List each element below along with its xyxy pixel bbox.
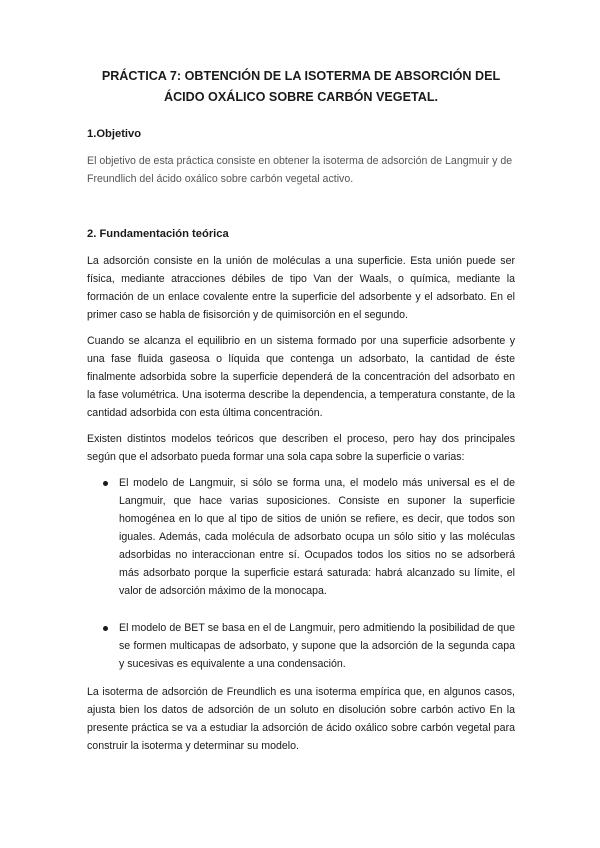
theory-paragraph: La adsorción consiste en la unión de moléculas a una superficie. Esta unión puede ser física, mediante atracciones débiles de tipo Van der Waals, o química, mediante la formación de un enlace covalente entre la superficie del adsorbente y el adsorbato. En el primer caso se habla de fisisorción y de quimisorción en el segundo. (87, 255, 515, 321)
list-item-text: El modelo de BET se basa en el de Langmuir, pero admitiendo la posibilidad de que se formen multicapas de adsorbato, y supone que la adsorción de la segunda capa y sucesivas es equivalente a una condensación. (119, 622, 515, 670)
list-item (119, 619, 515, 673)
theory-heading: 2. Fundamentación teórica (87, 228, 229, 240)
theory-paragraph: Cuando se alcanza el equilibrio en un sistema formado por una superficie adsorbente y una fase fluida gaseosa o líquida que contenga un adsorbato, la cantidad de éste finalmente adsorbida sobre la superficie dependerá de la concentración del adsorbato en la fase volumétrica. Una isoterma describe la dependencia, a temperatura constante, de la cantidad adsorbida con esta última concentración. (87, 335, 515, 419)
closing-paragraph: La isoterma de adsorción de Freundlich es una isoterma empírica que, en algunos casos, ajusta bien los datos de adsorción de un soluto en disolución sobre carbón activo En la presente práctica se va a estudiar la adsorción de ácido oxálico sobre carbón vegetal para construir la isoterma y determinar su modelo. (87, 686, 515, 752)
theory-paragraph: Existen distintos modelos teóricos que describen el proceso, pero hay dos principales según que el adsorbato pueda formar una sola capa sobre la superficie o varias: (87, 433, 515, 463)
page-title: PRÁCTICA 7: OBTENCIÓN DE LA ISOTERMA DE ABSORCIÓN DEL ÁCIDO OXÁLICO SOBRE CARBÓN VEGETAL. (101, 69, 501, 104)
bullet-icon (103, 626, 108, 631)
models-list (87, 474, 515, 673)
objective-heading: 1.Objetivo (87, 128, 142, 140)
list-item (119, 474, 515, 600)
list-item-text: El modelo de Langmuir, si sólo se forma una, el modelo más universal es el de Langmuir, que hace varias suposiciones. Consiste en suponer la superficie homogénea en lo que al tipo de sitios de unión se refiere, es decir, que todos son iguales. Además, cada molécula de adsorbato ocupa un sólo sitio y las moléculas adsorbidas no interaccionan entre sí. Ocupados todos los sitios no se adsorberá más adsorbato porque la superficie estará saturada: habrá alcanzado su límite, el valor de adsorción máximo de la monocapa. (119, 477, 515, 597)
objective-text: El objetivo de esta práctica consiste en obtener la isoterma de adsorción de Langmuir y de Freundlich del ácido oxálico sobre carbón vegetal activo. (87, 155, 513, 185)
bullet-icon (103, 481, 108, 486)
